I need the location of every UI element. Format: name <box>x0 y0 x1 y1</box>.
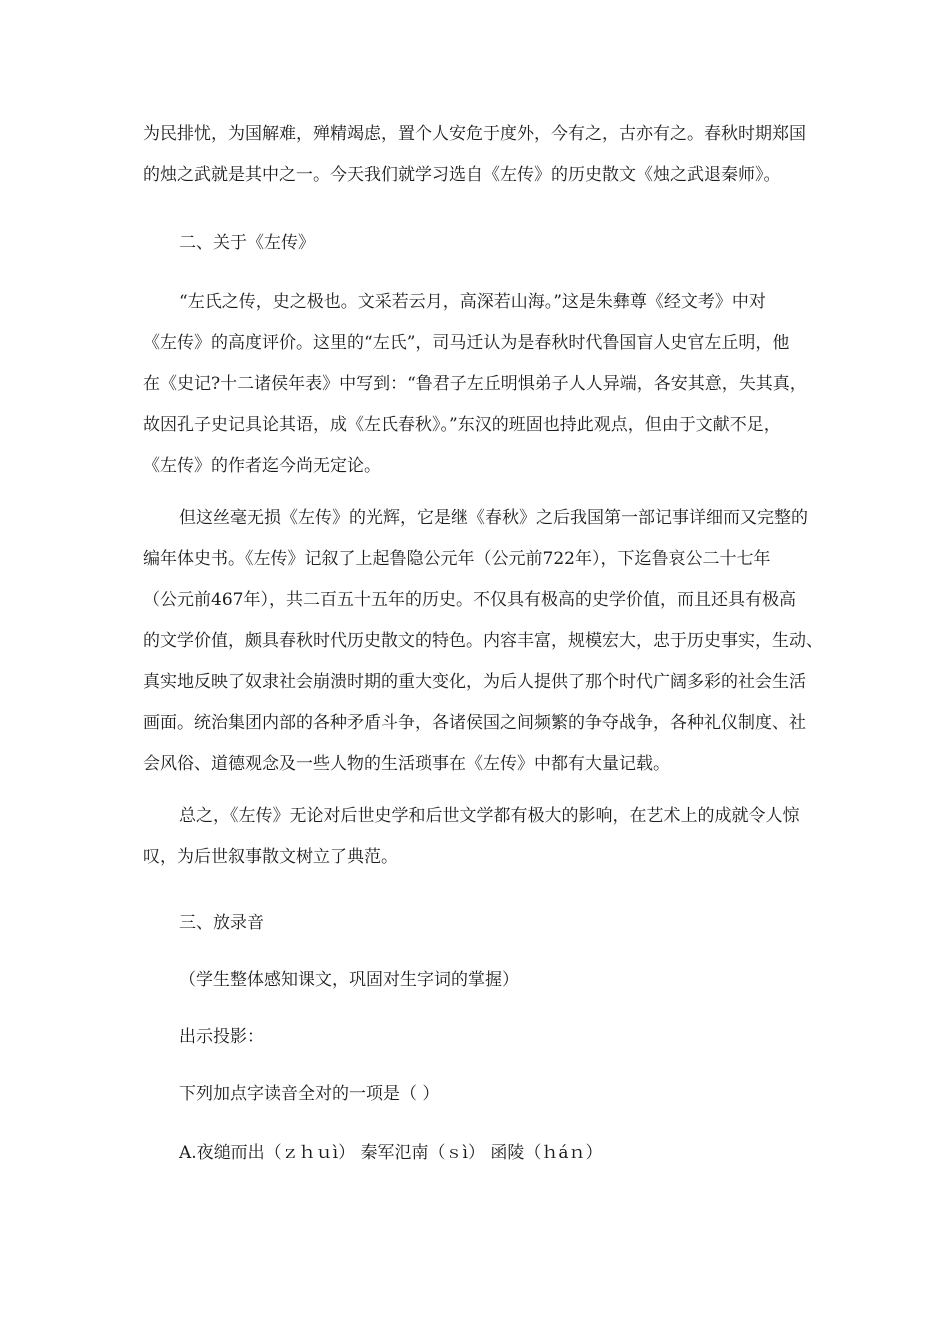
option-a <box>143 1133 847 1174</box>
text-line: 画面。统治集团内部的各种矛盾斗争，各诸侯国之间频繁的争夺战争，各种礼仪制度、社 <box>143 713 806 733</box>
zuozhuan-quote-paragraph <box>143 282 811 487</box>
question-prompt <box>143 1074 847 1115</box>
text-line: 《左传》的作者迄今尚无定论。 <box>143 456 381 476</box>
heading-text: 三、放录音 <box>179 913 264 933</box>
intro-paragraph <box>143 114 811 196</box>
text-line: 在《史记?十二诸侯年表》中写到：“鲁君子左丘明惧弟子人人异端，各安其意，失其真， <box>143 374 807 394</box>
text-line: 真实地反映了奴隶社会崩溃时期的重大变化，为后人提供了那个时代广阔多彩的社会生活 <box>143 672 806 692</box>
zuozhuan-value-paragraph <box>143 498 823 785</box>
text-line: 故因孔子史记具论其语，成《左氏春秋》。”东汉的班固也持此观点，但由于文献不足， <box>143 415 781 435</box>
text-line: 的文学价值，颇具春秋时代历史散文的特色。内容丰富，规模宏大，忠于历史事实，生动、 <box>143 631 823 651</box>
teaching-note <box>143 960 847 1001</box>
text-line: （公元前467年），共二百五十五年的历史。不仅具有极高的史学价值，而且还具有极高 <box>143 590 796 610</box>
heading-text: 二、关于《左传》 <box>179 233 315 253</box>
text-line: （学生整体感知课文，巩固对生字词的掌握） <box>179 970 519 990</box>
summary-paragraph <box>143 796 811 878</box>
text-line: 编年体史书。《左传》记叙了上起鲁隐公元年（公元前722年），下迄鲁哀公二十七年 <box>143 549 771 569</box>
text-line: “左氏之传，史之极也。文采若云月，高深若山海。”这是朱彝尊《经文考》中对 <box>179 292 766 312</box>
text-line: 的烛之武就是其中之一。今天我们就学习选自《左传》的历史散文《烛之武退秦师》。 <box>143 165 781 185</box>
text-line: 会风俗、道德观念及一些人物的生活琐事在《左传》中都有大量记载。 <box>143 754 670 774</box>
section-heading-play-recording <box>143 903 847 944</box>
text-line: 出示投影： <box>179 1027 264 1047</box>
text-line: 叹，为后世叙事散文树立了典范。 <box>143 847 398 867</box>
section-heading-about-zuozhuan <box>143 223 847 264</box>
text-line: 但这丝毫无损《左传》的光辉，它是继《春秋》之后我国第一部记事详细而又完整的 <box>179 508 808 528</box>
text-line: 《左传》的高度评价。这里的“左氏”，司马迁认为是春秋时代鲁国盲人史官左丘明，他 <box>143 333 790 353</box>
text-line: A.夜缒而出（ｚｈｕì） 秦军氾南（ｓì） 函陵（ｈáｎ） <box>179 1143 603 1163</box>
text-line: 为民排忧，为国解难，殚精竭虑，置个人安危于度外，今有之，古亦有之。春秋时期郑国 <box>143 124 806 144</box>
projection-label <box>143 1017 847 1058</box>
text-line: 下列加点字读音全对的一项是（ ） <box>179 1084 440 1104</box>
text-line: 总之，《左传》无论对后世史学和后世文学都有极大的影响，在艺术上的成就令人惊 <box>179 806 800 826</box>
